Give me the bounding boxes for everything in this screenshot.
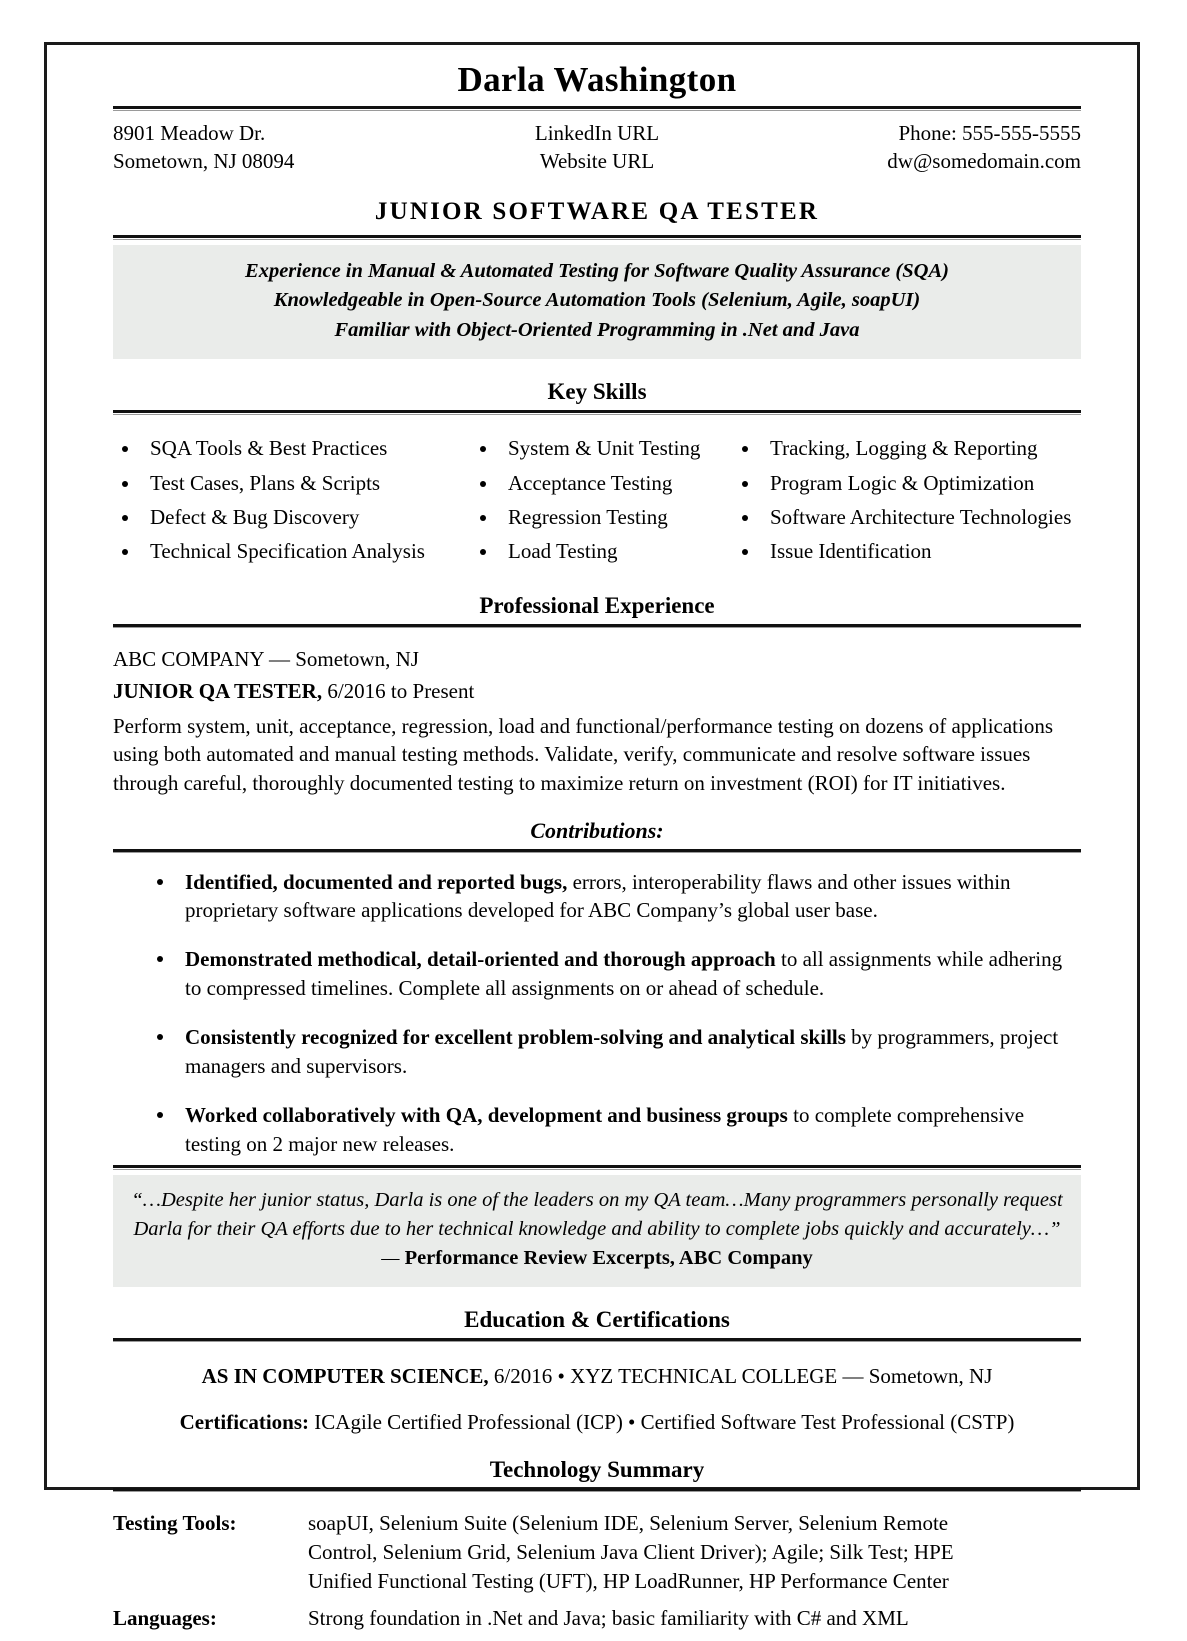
contribution-highlight: Worked collaboratively with QA, development and business groups [185, 1103, 788, 1128]
skill-item [733, 470, 1081, 498]
summary-line-1: Experience in Manual & Automated Testing for Software Quality Assurance (SQA) [245, 260, 949, 283]
technology-value-line: Control, Selenium Grid, Selenium Java Client Driver); Agile; Silk Test; HPE [308, 1539, 954, 1564]
bullet-dot-icon [480, 446, 486, 452]
testimonial-band [113, 1175, 1081, 1286]
skill-item [113, 504, 471, 532]
contribution-text: errors, interoperability flaws and other issues within proprietary software applications developed for ABC Company’s global user base. [185, 869, 1011, 923]
bullet-dot-icon [122, 549, 128, 555]
resume-page-border [44, 42, 1140, 1630]
testimonial-divider-rule [113, 1165, 1081, 1170]
skill-label: Tracking, Logging & Reporting [770, 436, 1038, 461]
summary-line-2: Knowledgeable in Open-Source Automation Tools (Selenium, Agile, soapUI) [273, 289, 921, 312]
summary-line-3: Familiar with Object-Oriented Programming in .Net and Java [334, 318, 860, 341]
resume-content [113, 59, 1081, 1641]
contribution-item [113, 1101, 1081, 1159]
skill-label: Defect & Bug Discovery [150, 504, 360, 529]
contribution-highlight: Demonstrated methodical, detail-oriented and thorough approach [185, 947, 776, 972]
section-heading-education: Education & Certifications [464, 1306, 730, 1332]
bullet-dot-icon [157, 879, 163, 885]
skill-label: Acceptance Testing [508, 470, 673, 495]
contributions-divider-rule [113, 849, 1081, 854]
certifications-value: ICAgile Certified Professional (ICP) • Certified Software Test Professional (CSTP) [309, 1410, 1015, 1435]
professional-experience-divider-rule [113, 624, 1081, 629]
skill-label: Load Testing [508, 539, 618, 564]
technology-value-line: Strong foundation in .Net and Java; basic familiarity with C# and XML [308, 1605, 909, 1630]
bullet-dot-icon [742, 549, 748, 555]
experience-role-title: JUNIOR QA TESTER, [113, 679, 323, 704]
bullet-dot-icon [122, 515, 128, 521]
bullet-dot-icon [157, 1112, 163, 1118]
skill-label: Test Cases, Plans & Scripts [150, 470, 381, 495]
contributions-list [113, 868, 1081, 1160]
key-skills-grid [113, 435, 1081, 573]
education-degree-line [113, 1362, 1081, 1391]
candidate-name: Darla Washington [457, 60, 737, 99]
education-divider-rule [113, 1338, 1081, 1343]
bullet-dot-icon [480, 549, 486, 555]
key-skills-column-1 [113, 435, 471, 573]
skill-label: SQA Tools & Best Practices [150, 436, 388, 461]
key-skills-column-2 [471, 435, 733, 573]
testimonial-quote [129, 1186, 1065, 1273]
education-degree-detail: 6/2016 • XYZ TECHNICAL COLLEGE — Sometown, NJ [488, 1363, 993, 1388]
technology-summary-divider-rule [113, 1488, 1081, 1493]
contribution-item [113, 945, 1081, 1003]
section-heading-contributions: Contributions: [530, 817, 664, 843]
experience-company: ABC COMPANY — Sometown, NJ [113, 646, 419, 671]
skill-item [471, 504, 733, 532]
technology-row [113, 1604, 1081, 1633]
key-skills-divider-rule [113, 410, 1081, 415]
experience-role [113, 677, 1081, 706]
contact-address-block [113, 120, 436, 176]
contribution-highlight: Identified, documented and reported bugs, [185, 869, 568, 894]
experience-summary: Perform system, unit, acceptance, regression, load and functional/performance testing on dozens of applications using both automated and manual testing methods. Validate, verify, communicate and resolve software issues through careful, thoroughly documented testing to maximize return on investment (ROI) for IT initiatives. [113, 713, 1054, 795]
experience-entry [113, 645, 1081, 798]
bullet-dot-icon [122, 481, 128, 487]
technology-row-value [308, 1509, 1081, 1596]
job-title-divider-rule [113, 235, 1081, 240]
contact-links-block [436, 120, 759, 176]
linkedin-url[interactable]: LinkedIn URL [534, 121, 660, 146]
bullet-dot-icon [480, 481, 486, 487]
section-heading-professional-experience: Professional Experience [479, 592, 715, 618]
contribution-text: to all assignments while adhering to compressed timelines. Complete all assignments on or ahead of schedule. [185, 947, 1063, 1001]
header-divider-rule [113, 106, 1081, 111]
skill-item [733, 538, 1081, 566]
skill-item [113, 435, 471, 463]
contribution-highlight: Consistently recognized for excellent problem-solving and analytical skills [185, 1025, 846, 1050]
address-city-state-zip: Sometown, NJ 08094 [113, 149, 295, 174]
skill-item [471, 435, 733, 463]
bullet-dot-icon [157, 956, 163, 962]
bullet-dot-icon [157, 1034, 163, 1040]
skill-item [471, 470, 733, 498]
bullet-dot-icon [480, 515, 486, 521]
contact-info-row [113, 120, 1081, 176]
bullet-dot-icon [742, 515, 748, 521]
skill-item [113, 538, 471, 566]
testimonial-quote-text: “…Despite her junior status, Darla is one of the leaders on my QA team…Many programmers personally request Darla for their QA efforts due to her technical knowledge and ability to complete jobs quickly and accurately…” — [131, 1189, 1063, 1270]
contribution-text: by programmers, project managers and supervisors. [185, 1025, 1059, 1079]
contribution-text: to complete comprehensive testing on 2 major new releases. [185, 1103, 1025, 1157]
address-street: 8901 Meadow Dr. [113, 121, 266, 146]
testimonial-attribution: Performance Review Excerpts, ABC Company [404, 1247, 813, 1270]
experience-role-dates: 6/2016 to Present [322, 679, 475, 704]
education-degree: AS IN COMPUTER SCIENCE, [201, 1363, 489, 1388]
skill-label: Technical Specification Analysis [150, 539, 425, 564]
skill-label: Program Logic & Optimization [770, 470, 1035, 495]
skill-label: System & Unit Testing [508, 436, 701, 461]
technology-row-label: Testing Tools: [113, 1510, 237, 1535]
technology-summary-table [113, 1509, 1081, 1633]
skill-label: Regression Testing [508, 504, 668, 529]
contact-phone-email-block [758, 120, 1081, 176]
bullet-dot-icon [122, 446, 128, 452]
technology-row-value [308, 1604, 1081, 1633]
skill-item [733, 435, 1081, 463]
bullet-dot-icon [742, 481, 748, 487]
skill-item [733, 504, 1081, 532]
contribution-item [113, 1023, 1081, 1081]
target-job-title: JUNIOR SOFTWARE QA TESTER [374, 198, 820, 226]
education-certifications-line [113, 1408, 1081, 1437]
technology-value-line: Unified Functional Testing (UFT), HP LoadRunner, HP Performance Center [308, 1568, 949, 1593]
technology-row-label: Languages: [113, 1605, 217, 1630]
bullet-dot-icon [742, 446, 748, 452]
email-address[interactable]: dw@somedomain.com [887, 149, 1082, 174]
key-skills-column-3 [733, 435, 1081, 573]
section-heading-key-skills: Key Skills [547, 379, 647, 405]
section-heading-technology-summary: Technology Summary [489, 1456, 705, 1482]
phone-number: Phone: 555-555-5555 [898, 121, 1082, 146]
skill-item [113, 470, 471, 498]
website-url[interactable]: Website URL [539, 149, 655, 174]
technology-value-line: soapUI, Selenium Suite (Selenium IDE, Selenium Server, Selenium Remote [308, 1510, 949, 1535]
skill-item [471, 538, 733, 566]
technology-row [113, 1509, 1081, 1596]
skill-label: Software Architecture Technologies [770, 504, 1072, 529]
professional-summary-band [113, 245, 1081, 359]
certifications-label: Certifications: [179, 1410, 310, 1435]
skill-label: Issue Identification [770, 539, 932, 564]
contribution-item [113, 868, 1081, 926]
